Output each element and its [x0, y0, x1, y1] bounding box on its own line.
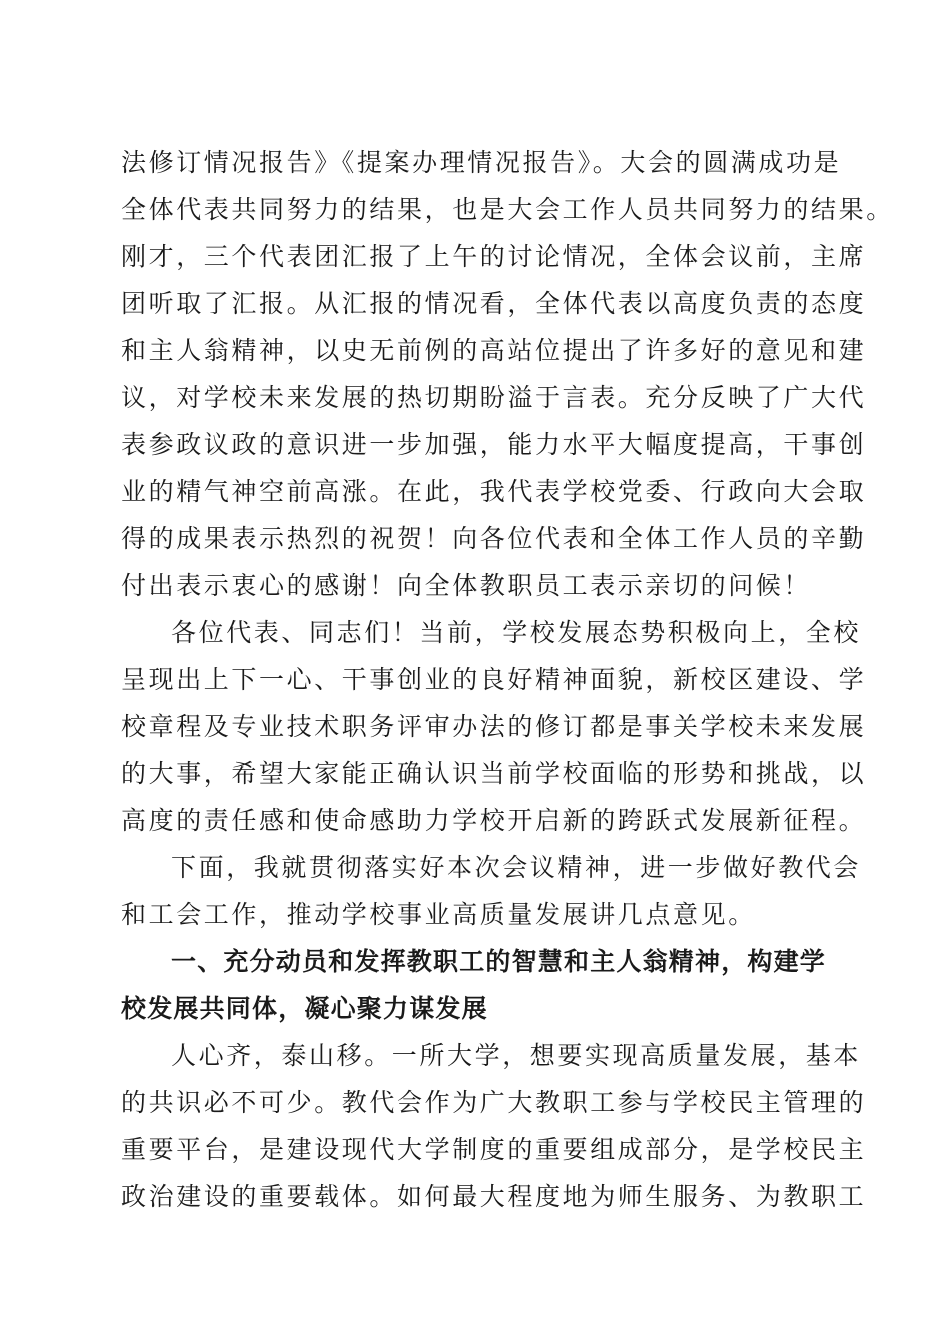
body-text-line: 团听取了汇报。从汇报的情况看，全体代表以高度负责的态度: [121, 289, 867, 318]
body-text-line: 和工会工作，推动学校事业高质量发展讲几点意见。: [121, 900, 756, 929]
paragraph-start-line: 各位代表、同志们！当前，学校发展态势积极向上，全校: [171, 618, 862, 647]
body-text-line: 法修订情况报告》《提案办理情况报告》。大会的圆满成功是: [121, 148, 842, 177]
body-text-line: 校章程及专业技术职务评审办法的修订都是事关学校未来发展: [121, 712, 867, 741]
body-text-line: 得的成果表示热烈的祝贺！向各位代表和全体工作人员的辛勤: [121, 524, 867, 553]
body-text-line: 刚才，三个代表团汇报了上午的讨论情况，全体会议前，主席: [121, 242, 867, 271]
body-text-line: 和主人翁精神，以史无前例的高站位提出了许多好的意见和建: [121, 336, 867, 365]
body-text-line: 重要平台，是建设现代大学制度的重要组成部分，是学校民主: [121, 1135, 867, 1164]
body-text-line: 全体代表共同努力的结果，也是大会工作人员共同努力的结果。: [121, 195, 894, 224]
body-text-line: 议，对学校未来发展的热切期盼溢于言表。充分反映了广大代: [121, 383, 867, 412]
body-text-line: 高度的责任感和使命感助力学校开启新的跨跃式发展新征程。: [121, 806, 867, 835]
body-text-line: 付出表示衷心的感谢！向全体教职员工表示亲切的问候！: [121, 571, 812, 600]
section-heading-line: 一、充分动员和发挥教职工的智慧和主人翁精神，构建学: [171, 947, 827, 976]
section-heading-line: 校发展共同体，凝心聚力谋发展: [121, 994, 488, 1023]
body-text-line: 业的精气神空前高涨。在此，我代表学校党委、行政向大会取: [121, 477, 867, 506]
body-text-line: 政治建设的重要载体。如何最大程度地为师生服务、为教职工: [121, 1182, 867, 1211]
body-text-line: 表参政议政的意识进一步加强，能力水平大幅度提高，干事创: [121, 430, 867, 459]
body-text-line: 的大事，希望大家能正确认识当前学校面临的形势和挑战，以: [121, 759, 867, 788]
body-text-line: 呈现出上下一心、干事创业的良好精神面貌，新校区建设、学: [121, 665, 867, 694]
paragraph-start-line: 下面，我就贯彻落实好本次会议精神，进一步做好教代会: [171, 853, 862, 882]
paragraph-start-line: 人心齐，泰山移。一所大学，想要实现高质量发展，基本: [171, 1041, 862, 1070]
body-text-line: 的共识必不可少。教代会作为广大教职工参与学校民主管理的: [121, 1088, 867, 1117]
